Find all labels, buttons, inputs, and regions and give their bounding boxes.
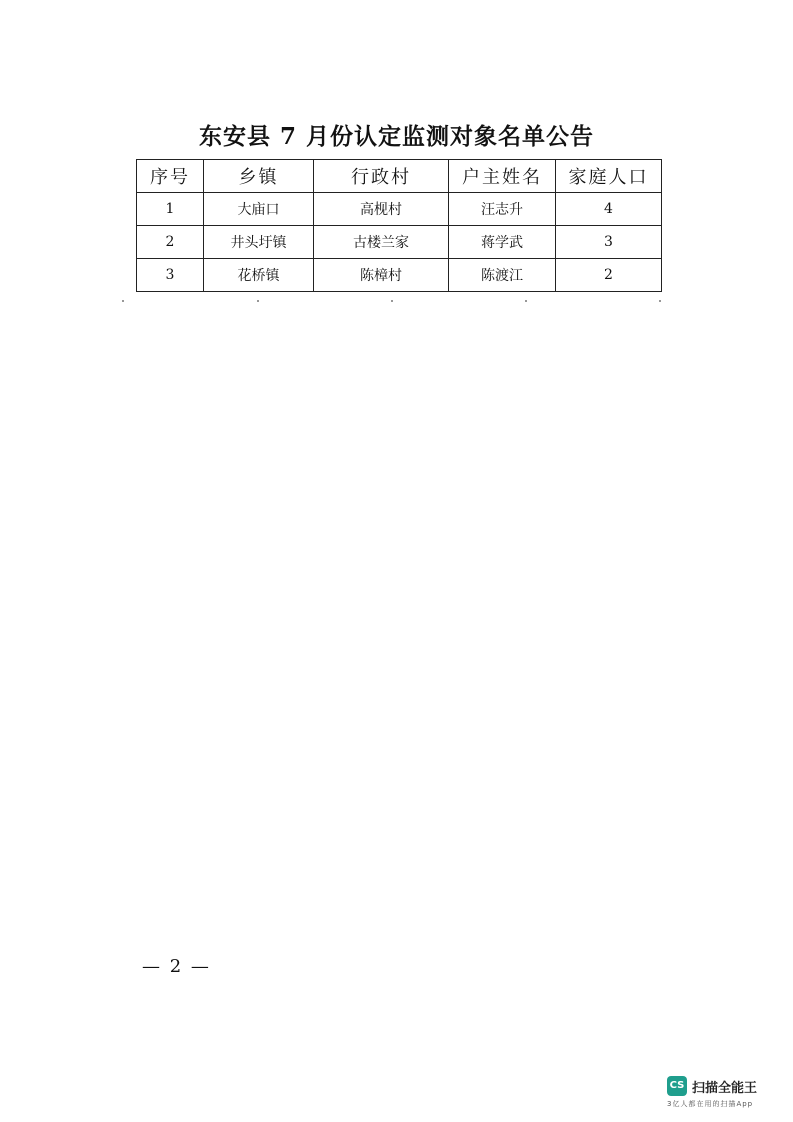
header-township: 乡镇: [204, 160, 314, 193]
cell-village: 古楼兰家: [314, 226, 449, 259]
cell-serial-number: 2: [137, 226, 204, 259]
camscanner-logo-icon: CS: [667, 1076, 687, 1096]
table-row: [137, 259, 662, 292]
cell-village: 陈樟村: [314, 259, 449, 292]
cell-householder-name: 陈渡江: [449, 259, 556, 292]
cell-township: 井头圩镇: [204, 226, 314, 259]
table-row: [137, 226, 662, 259]
cell-township: 大庙口: [204, 193, 314, 226]
scan-dot: [525, 300, 527, 302]
table-row: [137, 193, 662, 226]
table-header-row: [137, 160, 662, 193]
scanner-app-watermark: [667, 1076, 779, 1110]
header-serial-number: 序号: [137, 160, 204, 193]
cell-household-size: 4: [556, 193, 662, 226]
cell-household-size: 3: [556, 226, 662, 259]
document-title: 东安县 7 月份认定监测对象名单公告: [198, 123, 595, 150]
cell-householder-name: 蒋学武: [449, 226, 556, 259]
cell-village: 高枧村: [314, 193, 449, 226]
scan-dot: [659, 300, 661, 302]
scan-artifact-dots: [0, 300, 793, 304]
page-number: — 2 —: [142, 956, 211, 977]
header-village: 行政村: [314, 160, 449, 193]
header-householder-name: 户主姓名: [449, 160, 556, 193]
header-household-size: 家庭人口: [556, 160, 662, 193]
watermark-app-name: 扫描全能王: [692, 1081, 758, 1096]
scan-dot: [122, 300, 124, 302]
scan-dot: [257, 300, 259, 302]
cell-household-size: 2: [556, 259, 662, 292]
monitoring-roster-table: [136, 159, 662, 292]
cell-township: 花桥镇: [204, 259, 314, 292]
cell-serial-number: 1: [137, 193, 204, 226]
cell-householder-name: 汪志升: [449, 193, 556, 226]
watermark-tagline: 3亿人都在用的扫描App: [667, 1100, 754, 1108]
cell-serial-number: 3: [137, 259, 204, 292]
scan-dot: [391, 300, 393, 302]
